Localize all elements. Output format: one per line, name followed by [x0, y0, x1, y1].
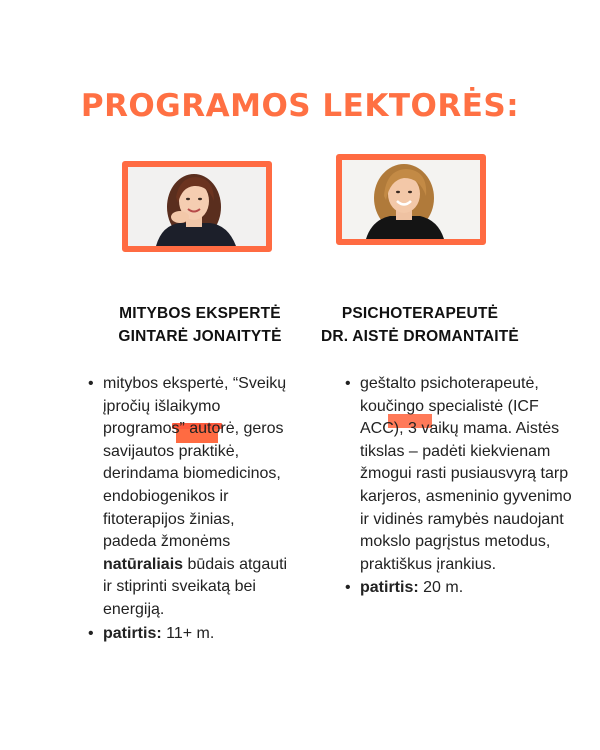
list-item — [345, 577, 575, 600]
description-text: geštalto psichoterapeutė, koučingo specialistė (ICF ACC), 3 vaikų mama. Aistės tikslas – padėti kiekvienam žmogui rasti pusiausvyrą tarp karjeros, asmeninio gyvenimo ir vidinės ramybės naudojant mokslo pagrįstus metodus, praktiškus įrankius. — [360, 375, 572, 573]
lecturer-role-1: MITYBOS EKSPERTĖ — [119, 305, 281, 322]
lecturer-photo-2 — [336, 154, 486, 245]
monitor-frame-2 — [336, 154, 486, 276]
bullet-icon: • — [88, 624, 94, 642]
lecturer-fullname-2: DR. AISTĖ DROMANTAITĖ — [321, 328, 519, 345]
experience-value: 20 m. — [418, 579, 464, 597]
lecturer-photo-1 — [122, 161, 272, 252]
experience-value: 11+ m. — [161, 624, 215, 642]
lecturer-name-1 — [95, 302, 305, 348]
bullet-icon: • — [345, 579, 351, 597]
lecturer-fullname-1: GINTARĖ JONAITYTĖ — [118, 328, 282, 345]
lecturer-description-2 — [345, 373, 575, 600]
page-title: PROGRAMOS LEKTORĖS: — [80, 88, 520, 124]
description-text: mitybos ekspertė, “Sveikų įpročių išlaikymo programos” autorė, geros savijautos praktikė, derindama biomedicinos, endobiogenikos ir fitoterapijos žinias, padeda žmonėms — [103, 375, 287, 551]
lecturer-name-2 — [305, 302, 535, 348]
lecturer-role-2: PSICHOTERAPEUTĖ — [341, 305, 499, 322]
experience-label: patirtis: — [360, 579, 419, 597]
description-bold-text: natūraliais — [103, 555, 184, 573]
monitor-frame-1 — [122, 161, 272, 283]
list-item — [88, 373, 288, 622]
list-item — [345, 373, 575, 576]
bullet-icon: • — [88, 375, 94, 392]
portrait-image-2 — [342, 160, 480, 239]
portrait-image-1 — [128, 167, 266, 246]
bullet-icon: • — [345, 375, 351, 392]
experience-label: patirtis: — [103, 624, 162, 642]
description-text-end: būdais atgauti ir stiprinti sveikatą bei energiją. — [103, 555, 288, 618]
list-item — [88, 623, 288, 646]
lecturer-description-1 — [88, 373, 288, 645]
